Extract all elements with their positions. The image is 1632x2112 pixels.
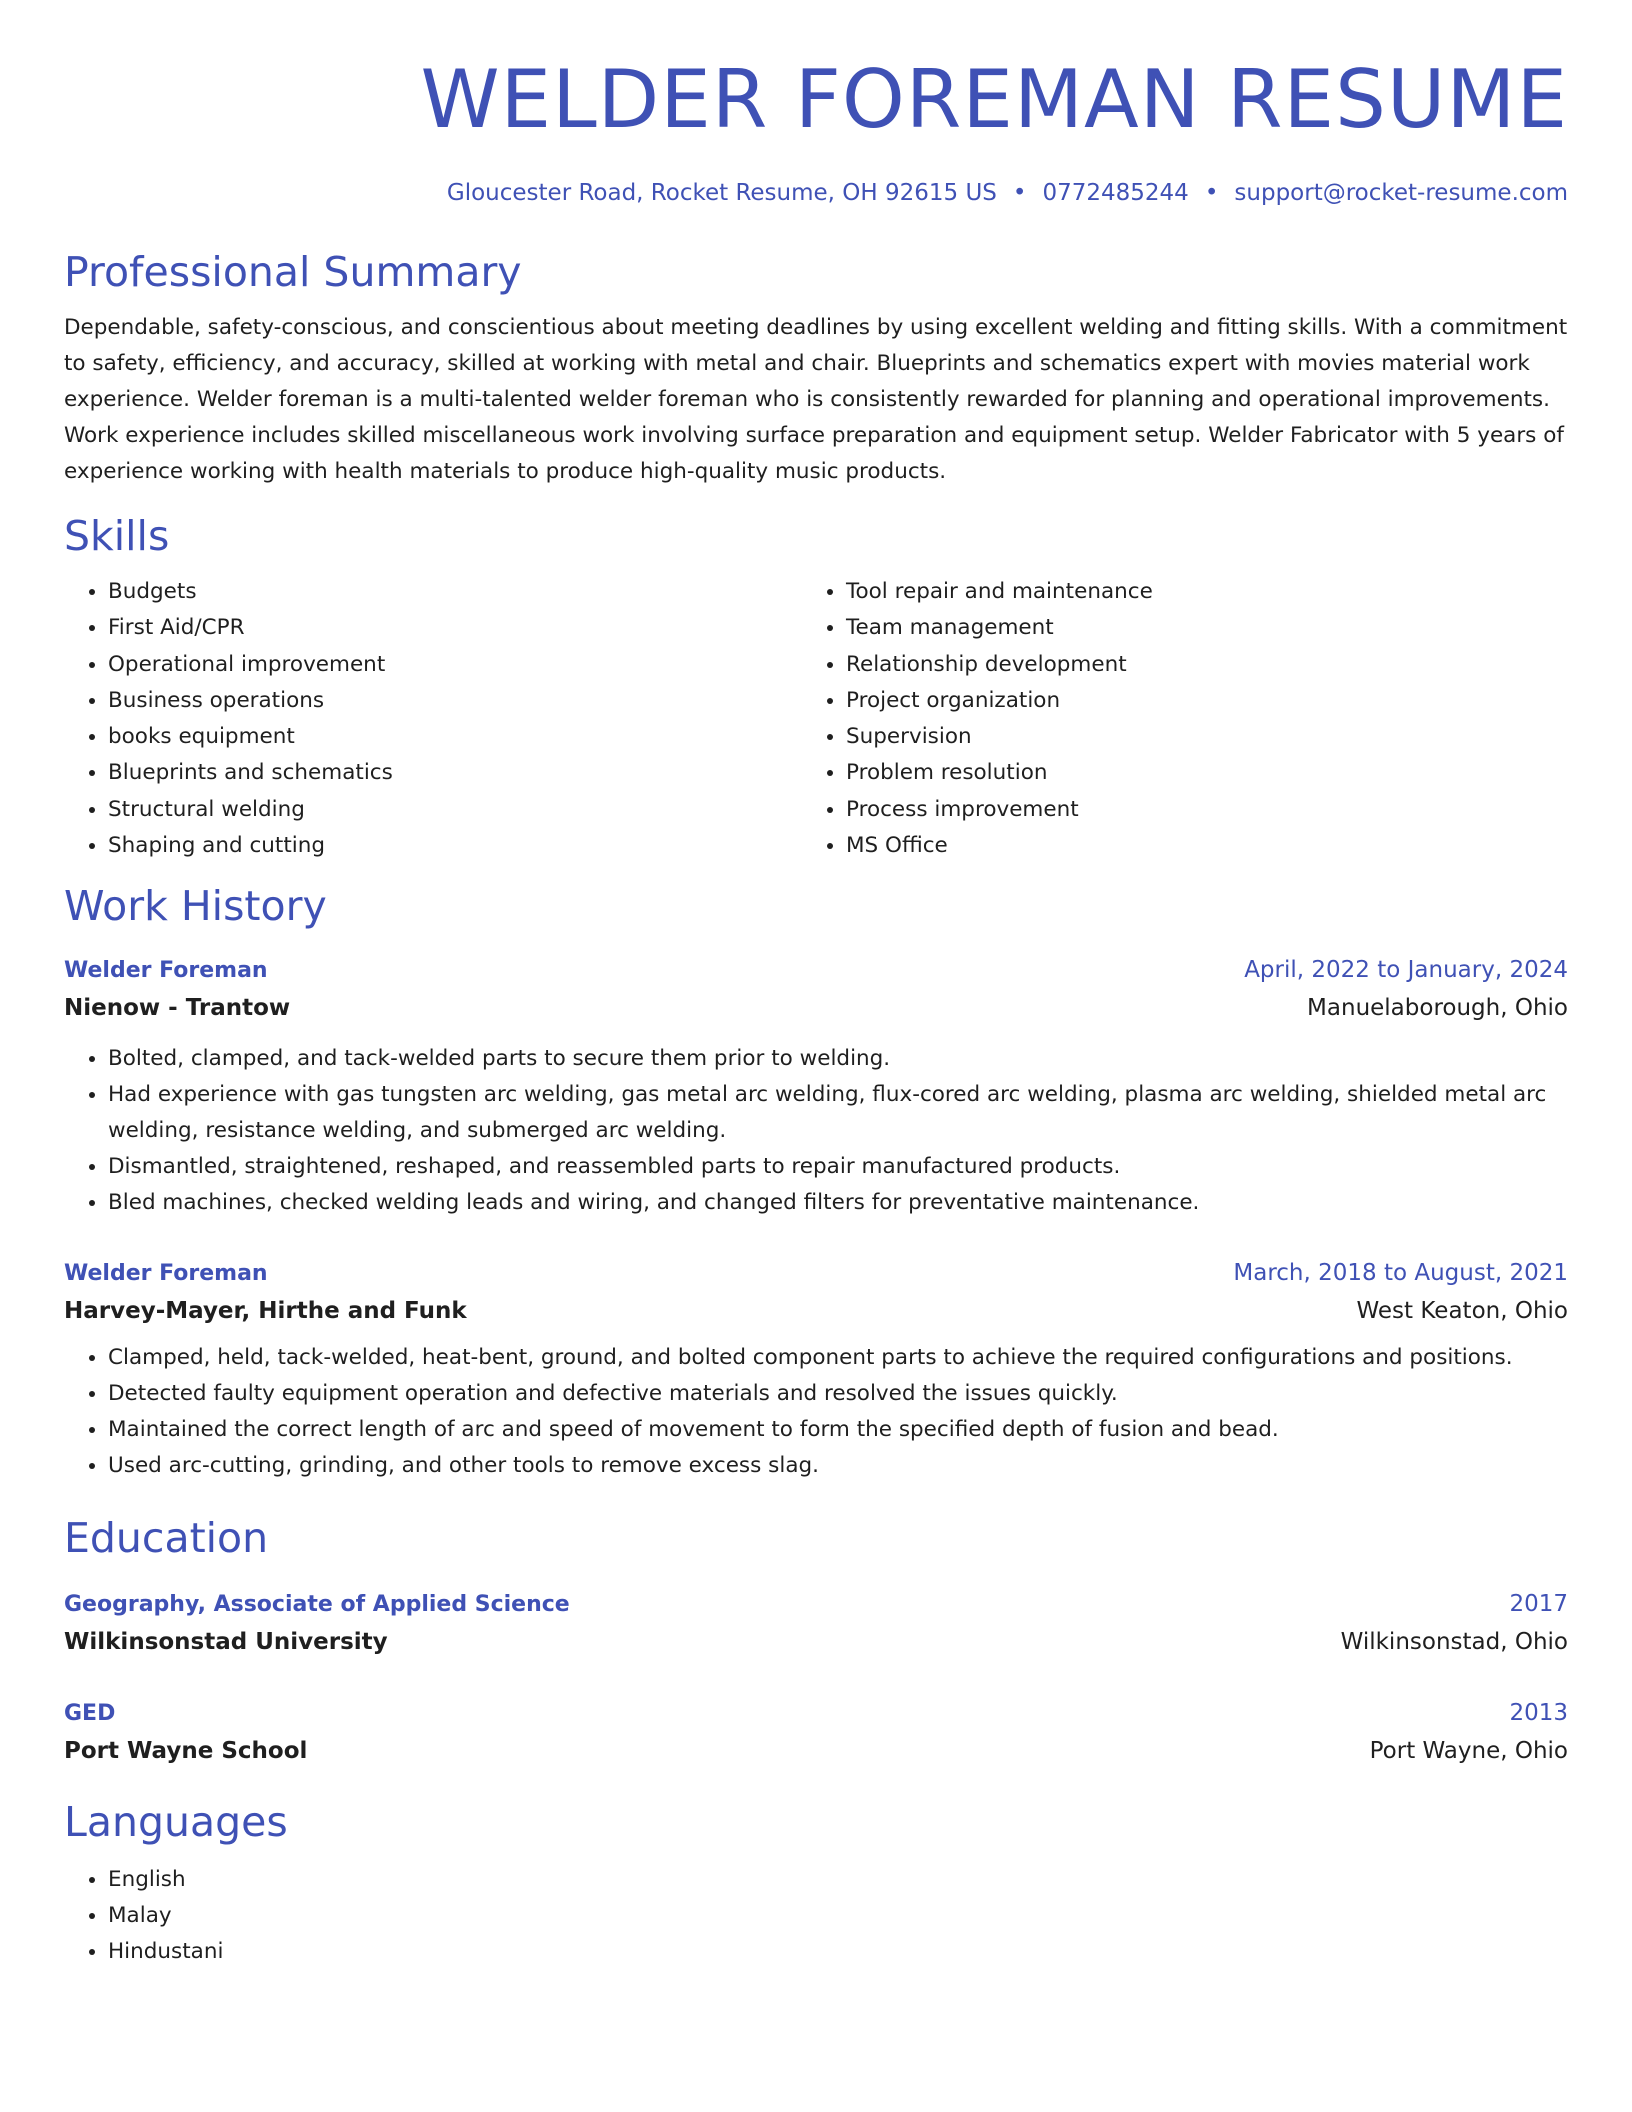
job-company: Harvey-Mayer, Hirthe and Funk bbox=[64, 1298, 467, 1325]
education-location: Wilkinsonstad, Ohio bbox=[1340, 1629, 1568, 1656]
education-degree: GED bbox=[64, 1701, 116, 1727]
job-header bbox=[64, 1255, 1568, 1292]
education-school: Wilkinsonstad University bbox=[64, 1629, 388, 1656]
job-bullets bbox=[64, 1041, 1568, 1221]
education-subheader bbox=[64, 1623, 1568, 1661]
job-bullets bbox=[64, 1340, 1568, 1484]
skills-column-left bbox=[64, 574, 802, 864]
education-year: 2013 bbox=[1509, 1700, 1568, 1727]
skill-item: • Operational improvement bbox=[108, 647, 802, 683]
contact-address: Gloucester Road, Rocket Resume, OH 92615 US bbox=[446, 180, 997, 206]
skill-item: • Relationship development bbox=[846, 647, 1540, 683]
education-location: Port Wayne, Ohio bbox=[1369, 1738, 1568, 1765]
job-entry bbox=[64, 952, 1568, 1221]
job-header bbox=[64, 952, 1568, 989]
skill-item: • Shaping and cutting bbox=[108, 828, 802, 864]
skill-item: • Blueprints and schematics bbox=[108, 755, 802, 791]
job-entry bbox=[64, 1255, 1568, 1484]
job-bullet: • Bolted, clamped, and tack-welded parts to secure them prior to welding. bbox=[108, 1041, 1568, 1077]
job-bullet: • Had experience with gas tungsten arc welding, gas metal arc welding, flux-cored arc welding, plasma arc welding, shielded metal arc welding, resistance welding, and submerged arc welding. bbox=[108, 1077, 1568, 1149]
skills-columns bbox=[64, 574, 1568, 864]
education-degree: Geography, Associate of Applied Science bbox=[64, 1592, 570, 1618]
languages-list bbox=[64, 1862, 1568, 1970]
skill-item: • Process improvement bbox=[846, 792, 1540, 828]
job-company: Nienow - Trantow bbox=[64, 995, 291, 1022]
job-bullet: • Clamped, held, tack-welded, heat-bent, ground, and bolted component parts to achieve the required configurations and positions. bbox=[108, 1340, 1568, 1376]
skill-item: • Project organization bbox=[846, 683, 1540, 719]
languages-heading: Languages bbox=[64, 1798, 288, 1847]
job-bullet: • Bled machines, checked welding leads and wiring, and changed filters for preventative maintenance. bbox=[108, 1185, 1568, 1221]
summary-text: Dependable, safety-conscious, and conscientious about meeting deadlines by using excellent welding and fitting skills. With a commitment to safety, efficiency, and accuracy, skilled at working with metal and chair. Blueprints and schematics expert with movies material work experience. Welder foreman is a multi-talented welder foreman who is consistently rewarded for planning and operational improvements. Work experience includes skilled miscellaneous work involving surface preparation and equipment setup. Welder Fabricator with 5 years of experience working with health materials to produce high-quality music products. bbox=[64, 315, 1568, 484]
summary-heading: Professional Summary bbox=[64, 248, 522, 296]
education-entry bbox=[64, 1695, 1568, 1770]
skill-item: • Supervision bbox=[846, 719, 1540, 755]
contact-phone: 0772485244 bbox=[1042, 180, 1189, 206]
skill-item: • Business operations bbox=[108, 683, 802, 719]
job-role: Welder Foreman bbox=[64, 1261, 268, 1287]
skill-item: • First Aid/CPR bbox=[108, 610, 802, 646]
education-school: Port Wayne School bbox=[64, 1738, 308, 1765]
job-bullet: • Used arc-cutting, grinding, and other tools to remove excess slag. bbox=[108, 1448, 1568, 1484]
resume-title: WELDER FOREMAN RESUME bbox=[420, 53, 1568, 146]
education-year: 2017 bbox=[1509, 1591, 1568, 1618]
job-subheader bbox=[64, 989, 1568, 1027]
contact-separator: • bbox=[1012, 180, 1027, 206]
education-heading: Education bbox=[64, 1514, 269, 1563]
job-bullet: • Dismantled, straightened, reshaped, and reassembled parts to repair manufactured products. bbox=[108, 1149, 1568, 1185]
job-location: Manuelaborough, Ohio bbox=[1307, 995, 1568, 1022]
education-entry bbox=[64, 1586, 1568, 1661]
education-header bbox=[64, 1695, 1568, 1732]
skills-column-right bbox=[802, 574, 1540, 864]
skill-item: • books equipment bbox=[108, 719, 802, 755]
job-dates: March, 2018 to August, 2021 bbox=[1233, 1260, 1568, 1287]
contact-line bbox=[64, 178, 1568, 208]
education-subheader bbox=[64, 1732, 1568, 1770]
contact-separator: • bbox=[1204, 180, 1219, 206]
job-bullet: • Maintained the correct length of arc and speed of movement to form the specified depth of fusion and bead. bbox=[108, 1412, 1568, 1448]
job-dates: April, 2022 to January, 2024 bbox=[1244, 957, 1568, 984]
language-item: • English bbox=[108, 1862, 1568, 1898]
job-subheader bbox=[64, 1292, 1568, 1330]
language-item: • Malay bbox=[108, 1898, 1568, 1934]
education-header bbox=[64, 1586, 1568, 1623]
skill-item: • Problem resolution bbox=[846, 755, 1540, 791]
job-bullet: • Detected faulty equipment operation and defective materials and resolved the issues quickly. bbox=[108, 1376, 1568, 1412]
work-history-heading: Work History bbox=[64, 882, 327, 931]
skill-item: • Tool repair and maintenance bbox=[846, 574, 1540, 610]
language-item: • Hindustani bbox=[108, 1934, 1568, 1970]
skill-item: • Budgets bbox=[108, 574, 802, 610]
contact-email[interactable]: support@rocket-resume.com bbox=[1234, 180, 1568, 206]
skills-list-right bbox=[802, 574, 1540, 864]
skill-item: • Structural welding bbox=[108, 792, 802, 828]
skills-heading: Skills bbox=[64, 512, 170, 560]
job-role: Welder Foreman bbox=[64, 958, 268, 984]
skills-list-left bbox=[64, 574, 802, 864]
skill-item: • MS Office bbox=[846, 828, 1540, 864]
skill-item: • Team management bbox=[846, 610, 1540, 646]
job-location: West Keaton, Ohio bbox=[1356, 1298, 1568, 1325]
